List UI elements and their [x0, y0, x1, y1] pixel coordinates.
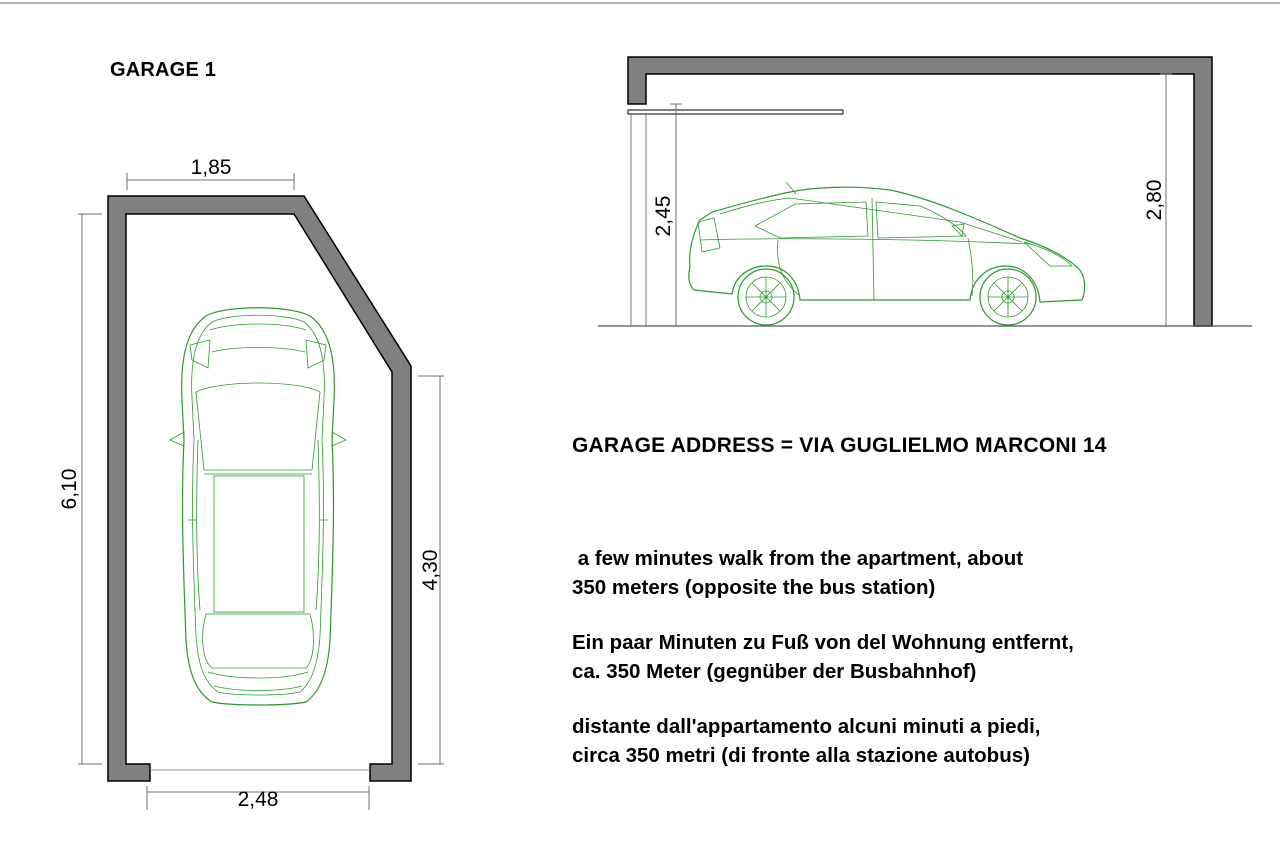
- dimension-right-label: 4,30: [419, 549, 442, 591]
- dimension-door-height: [652, 104, 682, 326]
- car-top-view: [170, 308, 346, 705]
- description-english: a few minutes walk from the apartment, about 350 meters (opposite the bus station): [572, 547, 1024, 599]
- dimension-bottom-label: 2,48: [237, 788, 279, 811]
- dimension-top: [127, 156, 294, 190]
- dimension-bottom: [147, 786, 369, 811]
- dimension-ceiling-height: [1143, 74, 1172, 326]
- section-view: [598, 57, 1252, 326]
- dimension-right: [418, 376, 444, 764]
- section-walls: [628, 57, 1212, 326]
- car-side-view: [689, 182, 1085, 325]
- dimension-ceiling-height-label: 2,80: [1143, 179, 1166, 221]
- description-italian: distante dall'appartamento alcuni minuti a piedi, circa 350 metri (di fronte alla stazione autobus): [572, 715, 1041, 767]
- dimension-left: [58, 214, 102, 764]
- plan-walls: [108, 196, 411, 781]
- description-german: Ein paar Minuten zu Fuß von del Wohnung entfernt, ca. 350 Meter (gegnüber der Busbahnhof): [572, 631, 1074, 683]
- plan-view: [58, 156, 444, 811]
- garage-title: GARAGE 1: [110, 59, 217, 81]
- garage-door-header: [628, 110, 843, 114]
- dimension-door-height-label: 2,45: [652, 195, 675, 237]
- dimension-top-label: 1,85: [190, 156, 232, 179]
- dimension-left-label: 6,10: [58, 468, 81, 510]
- garage-address: GARAGE ADDRESS = VIA GUGLIELMO MARCONI 14: [572, 434, 1107, 457]
